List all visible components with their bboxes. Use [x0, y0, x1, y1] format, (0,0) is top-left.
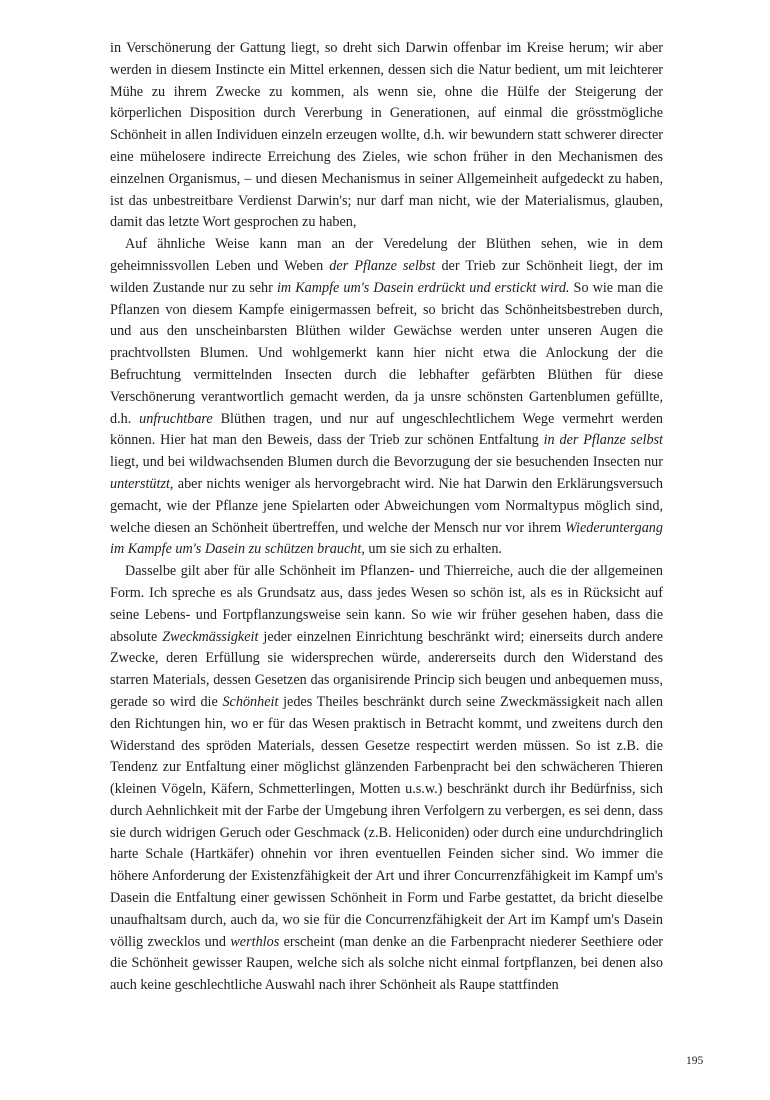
- body-text: , um sie sich zu erhalten.: [361, 541, 502, 558]
- italic-text: unfruchtbare: [139, 410, 213, 427]
- italic-text: der Pflanze selbst: [329, 257, 436, 274]
- body-text: Auf ähnliche Weise kann man an der Veredelung der Blüthen sehen, wie in dem geheimnissvollen Leben und Weben: [110, 236, 663, 274]
- body-text: liegt, und bei wildwachsenden Blumen durch die Bevorzugung der sie besuchenden Insecten nur: [110, 454, 663, 471]
- body-text: in Verschönerung der Gattung liegt, so dreht sich Darwin offenbar im Kreise herum; wir aber werden in diesem Instincte ein Mittel erkennen, dessen sich die Natur bedient, um mit leichterer Mühe zu ihrem Zwecke zu kommen, als wenn sie, ohne die Hülfe der Steigerung der körperlichen Disposition durch Vererbung in Generationen, auf einmal die grösstmögliche Schönheit in allen Individuen einzeln erzeugen wollte, d.h. wir bewundern statt schwerer directer eine mühelosere indirecte Erreichung des Zieles, wie schon früher in den Mechanismen des einzelnen Organismus, – und diesen Mechanismus in seiner Allgemeinheit aufgedeckt zu haben, ist das unbestreitbare Verdienst Darwin's; nur darf man nicht, wie der Materialismus, glauben, damit das letzte Wort gesprochen zu haben,: [110, 40, 663, 231]
- body-text: Dasselbe gilt aber für alle Schönheit im Pflanzen- und Thierreiche, auch die der allgemeinen Form. Ich spreche es als Grundsatz aus, dass jedes Wesen so schön ist, als es in Rücksicht auf seine Lebens- und Fortpflanzungsweise sein kann. So wie wir früher gesehen haben, dass die absolute: [110, 563, 663, 645]
- italic-text: werthlos: [230, 933, 280, 950]
- italic-text: in der Pflanze selbst: [543, 432, 663, 449]
- page-number: 195: [686, 1055, 704, 1067]
- italic-text: im Kampfe um's Dasein erdrückt und erstickt wird.: [276, 279, 570, 296]
- paragraph: [110, 38, 663, 234]
- body-text: Blüthen tragen, und nur auf ungeschlechtlichem Wege vermehrt werden können. Hier hat man den Beweis, dass der Trieb zur schönen Entfaltung: [110, 410, 664, 449]
- body-text: jedes Theiles beschränkt durch seine Zweckmässigkeit nach allen den Richtungen hin, wo er für das Wesen praktisch in Betracht kommt, und zweitens durch den Widerstand des spröden Materials, dessen Gesetze respectirt werden müssen. So ist z.B. die Tendenz zur Entfaltung einer möglichst glänzenden Farbenpracht bei den schwächeren Thieren (kleinen Vögeln, Käfern, Schmetterlingen, Motten u.s.w.) beschränkt durch ihr Bedürfniss, sich durch Aehnlichkeit mit der Farbe der Umgebung ihren Verfolgern zu verbergen, es sei denn, dass sie durch widrigen Geruch oder Geschmack (z.B. Heliconiden) oder durch eine undurchdringlich harte Schale (Hartkäfer) ohnehin vor ihren eventuellen Feinden sicher sind. Wo immer die höhere Anforderung der Existenzfähigkeit der Art und ihrer Concurrenzfähigkeit im Kampf um's Dasein die Entfaltung einer gewissen Schönheit in Form und Farbe gestattet, da bricht dieselbe unaufhaltsam durch, auch da, wo sie für die Concurrenzfähigkeit der Art im Kampf um's Dasein völlig zwecklos und: [110, 693, 663, 950]
- italic-text: Zweckmässigkeit: [162, 628, 259, 645]
- italic-text: Wiederuntergang im Kampfe um's Dasein zu schützen braucht: [110, 519, 663, 558]
- italic-text: unterstützt: [110, 475, 170, 492]
- body-text: So wie man die Pflanzen von diesem Kampfe einigermassen befreit, so bricht das Schönheitsbestreben durch, und aus den unscheinbarsten Blüthen wilder Gewächse werden unter unseren Augen die prachtvollsten Blumen. Und wohlgemerkt kann hier nicht etwa die Anlockung der die Befruchtung vermittelnden Insecten durch die lebhafter gefärbten Blüthen für diese Verschönerung verantwortlich gemacht werden, da ja unsre schönsten Gartenblumen gefüllte, d.h.: [110, 279, 664, 427]
- body-text: der Trieb zur Schönheit liegt, der im wilden Zustande nur zu sehr: [110, 257, 663, 296]
- body-text: , aber nichts weniger als hervorgebracht wird. Nie hat Darwin den Erklärungsversuch gemacht, wie der Pflanze jene Spielarten oder Abweichungen vom Normaltypus möglich sind, welche diesen an Schönheit übertreffen, und welche der Mensch nur vor ihrem: [110, 475, 663, 536]
- paragraph: [110, 561, 663, 997]
- text-block: [110, 38, 663, 997]
- body-text: erscheint (man denke an die Farbenpracht niederer Seethiere oder die Schönheit gewisser Raupen, welche sich als solche nicht einmal fortpflanzen, bei denen also auch keine geschlechtliche Auswahl nach ihrer Schönheit als Raupe stattfinden: [110, 933, 663, 994]
- paragraph: [110, 234, 663, 561]
- body-text: jeder einzelnen Einrichtung beschränkt wird; einerseits durch andere Zwecke, deren Erfüllung sie widersprechen würde, andererseits durch den Widerstand des starren Materials, dessen Gesetzen das organisirende Princip sich beugen und anbequemen muss, gerade so wird die: [110, 628, 663, 710]
- italic-text: Schönheit: [222, 693, 279, 710]
